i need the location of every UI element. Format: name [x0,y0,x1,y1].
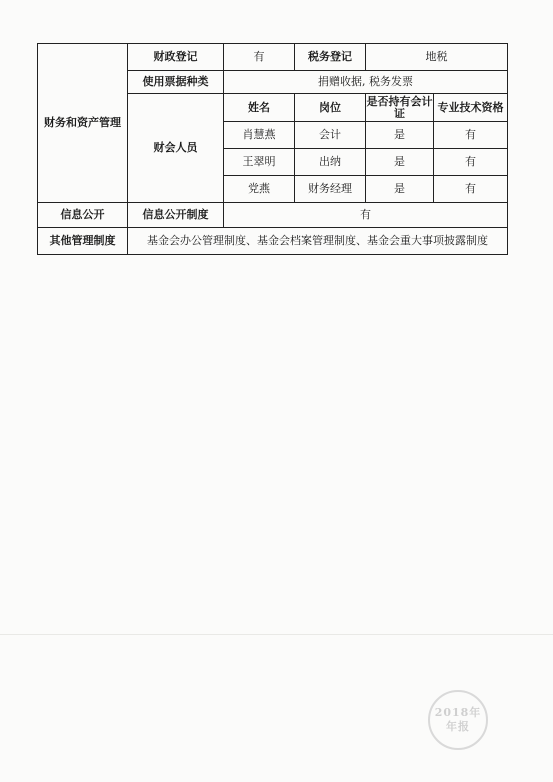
staff-name: 党燕 [224,175,295,202]
other-rules-label: 其他管理制度 [38,228,128,255]
staff-certificate: 是 [366,122,434,149]
table-row [38,202,508,228]
stamp-year: 2018年 [434,705,482,719]
header-qualification: 专业技术资格 [434,94,508,122]
staff-name: 肖慧燕 [224,122,295,149]
table-row [38,228,508,255]
table-row [38,44,508,71]
staff-qualification: 有 [434,149,508,176]
accounting-staff-label: 财会人员 [128,94,224,202]
tax-registration-label: 税务登记 [295,44,366,71]
staff-position: 出纳 [295,149,366,176]
section-finance-label: 财务和资产管理 [38,44,128,203]
stamp-title: 年报 [446,720,470,733]
disclosure-policy-label: 信息公开制度 [128,202,224,228]
staff-certificate: 是 [366,149,434,176]
staff-certificate: 是 [366,175,434,202]
header-name: 姓名 [224,94,295,122]
header-position: 岗位 [295,94,366,122]
staff-qualification: 有 [434,175,508,202]
receipt-types-label: 使用票据种类 [128,70,224,93]
annual-report-stamp [428,690,488,750]
tax-registration-value: 地税 [366,44,508,71]
fiscal-registration-value: 有 [224,44,295,71]
staff-name: 王翠明 [224,149,295,176]
receipt-types-value: 捐赠收据, 税务发票 [224,70,508,93]
staff-position: 财务经理 [295,175,366,202]
section-disclosure-label: 信息公开 [38,202,128,228]
scan-artifact-line [0,634,553,635]
finance-management-table [37,43,508,255]
disclosure-policy-value: 有 [224,202,508,228]
staff-position: 会计 [295,122,366,149]
fiscal-registration-label: 财政登记 [128,44,224,71]
other-rules-value: 基金会办公管理制度、基金会档案管理制度、基金会重大事项披露制度 [128,228,508,255]
staff-qualification: 有 [434,122,508,149]
header-certificate: 是否持有会计证 [366,94,434,122]
